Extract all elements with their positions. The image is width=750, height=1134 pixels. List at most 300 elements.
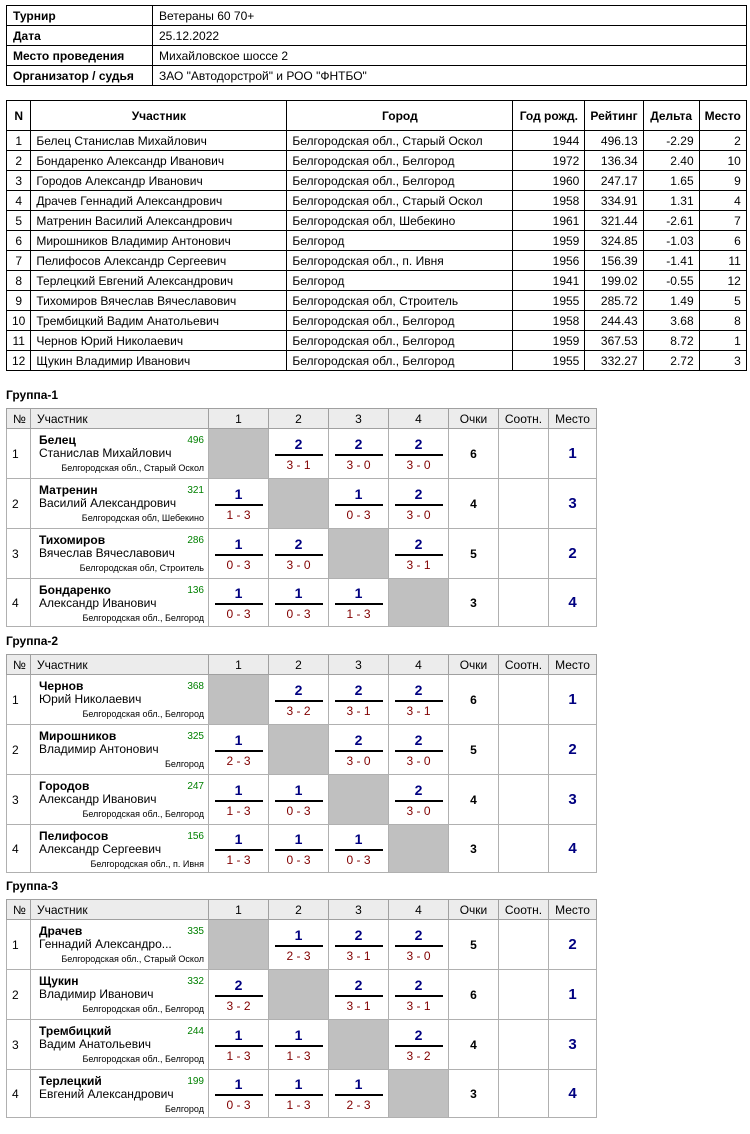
match-result-cell — [269, 429, 329, 479]
participants-cell: Белгородская обл, Строитель — [287, 291, 513, 311]
player-place: 2 — [549, 529, 597, 579]
result-divider — [215, 800, 263, 802]
table-row — [7, 311, 747, 331]
group-header-cell: 3 — [329, 409, 389, 429]
player-points: 5 — [449, 529, 499, 579]
player-first-name: Александр Сергеевич — [39, 842, 162, 856]
match-score: 1 - 3 — [226, 507, 251, 522]
match-result-cell — [389, 429, 449, 479]
match-points: 1 — [354, 485, 363, 502]
player-last-name: Пелифосов — [39, 829, 109, 843]
player-rating: 244 — [187, 1026, 204, 1037]
table-row — [7, 151, 747, 171]
player-first-name: Александр Иванович — [39, 596, 157, 610]
participants-cell: 4 — [699, 191, 746, 211]
info-value: 25.12.2022 — [153, 26, 747, 46]
player-last-name: Драчев — [39, 924, 83, 938]
match-points: 2 — [354, 435, 363, 452]
match-result-cell — [389, 675, 449, 725]
table-row — [7, 1020, 597, 1070]
player-last-name: Терлецкий — [39, 1074, 102, 1088]
player-points: 6 — [449, 675, 499, 725]
match-points: 2 — [414, 976, 423, 993]
player-points: 4 — [449, 775, 499, 825]
match-points: 1 — [234, 1026, 243, 1043]
participants-cell: 1.65 — [643, 171, 699, 191]
participants-cell: 6 — [699, 231, 746, 251]
match-score: 3 - 0 — [346, 753, 371, 768]
self-cell — [269, 970, 329, 1020]
group-header-cell: 1 — [209, 409, 269, 429]
match-result-cell — [389, 529, 449, 579]
player-cell — [31, 1070, 209, 1118]
participants-cell: 1956 — [513, 251, 585, 271]
match-score: 1 - 3 — [346, 606, 371, 621]
result-divider — [275, 603, 323, 605]
group-header-row — [7, 900, 597, 920]
result-divider — [215, 750, 263, 752]
result-divider — [275, 1045, 323, 1047]
match-score: 3 - 2 — [286, 703, 311, 718]
info-value: Михайловское шоссе 2 — [153, 46, 747, 66]
result-divider — [335, 945, 383, 947]
participants-cell: 1959 — [513, 331, 585, 351]
player-place: 3 — [549, 775, 597, 825]
match-result-cell — [389, 725, 449, 775]
player-points: 6 — [449, 429, 499, 479]
group-header-cell: Место — [549, 655, 597, 675]
match-points: 1 — [234, 535, 243, 552]
match-score: 2 - 3 — [346, 1097, 371, 1112]
table-row — [7, 171, 747, 191]
match-result-cell — [269, 1070, 329, 1118]
match-result-cell — [209, 725, 269, 775]
participants-header-row — [7, 101, 747, 131]
player-cell — [31, 429, 209, 479]
player-ratio — [499, 920, 549, 970]
participants-cell: Щукин Владимир Иванович — [31, 351, 287, 371]
player-rating: 496 — [187, 435, 204, 446]
table-row — [7, 1070, 597, 1118]
self-cell — [209, 920, 269, 970]
player-cell — [31, 920, 209, 970]
group-header-row — [7, 409, 597, 429]
match-points: 1 — [354, 830, 363, 847]
participants-cell: Городов Александр Иванович — [31, 171, 287, 191]
player-number: 4 — [7, 825, 31, 873]
group-header-cell: Участник — [31, 409, 209, 429]
info-value: Ветераны 60 70+ — [153, 6, 747, 26]
info-row — [7, 46, 747, 66]
player-place: 4 — [549, 579, 597, 627]
player-rating: 321 — [187, 485, 204, 496]
player-last-name: Городов — [39, 779, 90, 793]
match-score: 3 - 0 — [286, 557, 311, 572]
participants-cell: 2 — [7, 151, 31, 171]
player-city: Белгородская обл., Белгород — [82, 809, 204, 819]
player-points: 4 — [449, 1020, 499, 1070]
player-last-name: Бондаренко — [39, 583, 111, 597]
result-divider — [395, 700, 443, 702]
player-cell — [31, 725, 209, 775]
player-rating: 335 — [187, 926, 204, 937]
match-score: 1 - 3 — [286, 1048, 311, 1063]
match-result-cell — [209, 1070, 269, 1118]
player-city: Белгородская обл, Строитель — [79, 563, 204, 573]
participants-cell: 11 — [699, 251, 746, 271]
participants-cell: 8 — [699, 311, 746, 331]
participants-cell: Драчев Геннадий Александрович — [31, 191, 287, 211]
result-divider — [395, 800, 443, 802]
match-points: 1 — [294, 584, 303, 601]
player-ratio — [499, 775, 549, 825]
match-score: 3 - 1 — [406, 703, 431, 718]
player-city: Белгородская обл., Белгород — [82, 613, 204, 623]
player-place: 3 — [549, 1020, 597, 1070]
match-result-cell — [269, 675, 329, 725]
participants-cell: 5 — [7, 211, 31, 231]
result-divider — [335, 700, 383, 702]
participants-cell: 1.31 — [643, 191, 699, 211]
participants-cell: 321.44 — [585, 211, 643, 231]
table-row — [7, 251, 747, 271]
player-last-name: Трембицкий — [39, 1024, 112, 1038]
participants-cell: Пелифосов Александр Сергеевич — [31, 251, 287, 271]
match-result-cell — [389, 920, 449, 970]
participants-cell: -0.55 — [643, 271, 699, 291]
participants-cell: 3 — [699, 351, 746, 371]
match-score: 0 - 3 — [346, 507, 371, 522]
participants-cell: 199.02 — [585, 271, 643, 291]
match-points: 2 — [354, 681, 363, 698]
group-header-cell: № — [7, 655, 31, 675]
match-result-cell — [209, 970, 269, 1020]
match-score: 3 - 0 — [346, 457, 371, 472]
player-number: 4 — [7, 1070, 31, 1118]
info-key: Дата — [7, 26, 153, 46]
group-header-cell: Очки — [449, 655, 499, 675]
info-key: Турнир — [7, 6, 153, 26]
player-first-name: Владимир Антонович — [39, 742, 159, 756]
result-divider — [215, 849, 263, 851]
participants-cell: 10 — [7, 311, 31, 331]
participants-cell: 334.91 — [585, 191, 643, 211]
player-ratio — [499, 1020, 549, 1070]
match-points: 2 — [294, 681, 303, 698]
match-score: 3 - 0 — [406, 457, 431, 472]
player-points: 3 — [449, 579, 499, 627]
player-ratio — [499, 825, 549, 873]
participants-cell: 1961 — [513, 211, 585, 231]
match-score: 1 - 3 — [226, 1048, 251, 1063]
group-header-cell: 2 — [269, 900, 329, 920]
result-divider — [395, 995, 443, 997]
participants-cell: 1959 — [513, 231, 585, 251]
result-divider — [275, 945, 323, 947]
participants-cell: 9 — [7, 291, 31, 311]
player-first-name: Станислав Михайлович — [39, 446, 172, 460]
player-cell — [31, 970, 209, 1020]
participants-cell: -1.41 — [643, 251, 699, 271]
player-ratio — [499, 429, 549, 479]
match-result-cell — [209, 775, 269, 825]
player-last-name: Тихомиров — [39, 533, 106, 547]
group-title: Группа-3 — [6, 879, 59, 893]
match-points: 2 — [414, 435, 423, 452]
player-number: 3 — [7, 529, 31, 579]
match-score: 0 - 3 — [346, 852, 371, 867]
result-divider — [275, 554, 323, 556]
table-row — [7, 579, 597, 627]
match-score: 0 - 3 — [226, 606, 251, 621]
result-divider — [335, 995, 383, 997]
info-value: ЗАО "Автодорстрой" и РОО "ФНТБО" — [153, 66, 747, 86]
match-points: 2 — [414, 485, 423, 502]
match-score: 3 - 0 — [406, 803, 431, 818]
group-header-cell: Соотн. — [499, 409, 549, 429]
tournament-info-table — [6, 5, 747, 86]
self-cell — [389, 1070, 449, 1118]
result-divider — [335, 504, 383, 506]
self-cell — [269, 725, 329, 775]
self-cell — [329, 1020, 389, 1070]
match-result-cell — [269, 920, 329, 970]
match-result-cell — [209, 579, 269, 627]
player-place: 2 — [549, 725, 597, 775]
player-last-name: Матренин — [39, 483, 98, 497]
result-divider — [395, 554, 443, 556]
result-divider — [395, 750, 443, 752]
player-number: 3 — [7, 1020, 31, 1070]
participants-cell: Белгородская обл., Белгород — [287, 171, 513, 191]
participants-cell: 2 — [699, 131, 746, 151]
participants-cell: 1958 — [513, 191, 585, 211]
group-table — [6, 408, 597, 627]
player-first-name: Евгений Александрович — [39, 1087, 174, 1101]
match-points: 2 — [294, 435, 303, 452]
player-points: 4 — [449, 479, 499, 529]
group-header-cell: 2 — [269, 655, 329, 675]
match-points: 2 — [414, 681, 423, 698]
participants-cell: 3.68 — [643, 311, 699, 331]
result-divider — [275, 1094, 323, 1096]
participants-cell: Мирошников Владимир Антонович — [31, 231, 287, 251]
player-ratio — [499, 479, 549, 529]
player-points: 5 — [449, 725, 499, 775]
group-table — [6, 899, 597, 1118]
participants-cell: 1972 — [513, 151, 585, 171]
self-cell — [209, 429, 269, 479]
participants-cell: 244.43 — [585, 311, 643, 331]
info-key: Место проведения — [7, 46, 153, 66]
match-points: 2 — [234, 976, 243, 993]
match-points: 1 — [354, 584, 363, 601]
match-score: 0 - 3 — [226, 1097, 251, 1112]
participants-cell: Тихомиров Вячеслав Вячеславович — [31, 291, 287, 311]
player-ratio — [499, 675, 549, 725]
match-points: 1 — [234, 830, 243, 847]
participants-cell: 367.53 — [585, 331, 643, 351]
match-result-cell — [389, 1020, 449, 1070]
match-score: 3 - 1 — [346, 948, 371, 963]
match-points: 1 — [234, 1075, 243, 1092]
info-key: Организатор / судья — [7, 66, 153, 86]
result-divider — [335, 1094, 383, 1096]
player-place: 4 — [549, 1070, 597, 1118]
player-number: 2 — [7, 725, 31, 775]
match-points: 1 — [354, 1075, 363, 1092]
participants-header-cell: Город — [287, 101, 513, 131]
player-cell — [31, 775, 209, 825]
match-score: 0 - 3 — [286, 852, 311, 867]
participants-cell: 1955 — [513, 291, 585, 311]
group-header-cell: Участник — [31, 655, 209, 675]
table-row — [7, 331, 747, 351]
match-result-cell — [209, 1020, 269, 1070]
table-row — [7, 775, 597, 825]
match-result-cell — [329, 825, 389, 873]
participants-cell: 324.85 — [585, 231, 643, 251]
participants-cell: 156.39 — [585, 251, 643, 271]
participants-header-cell: Дельта — [643, 101, 699, 131]
player-first-name: Юрий Николаевич — [39, 692, 142, 706]
group-header-cell: 3 — [329, 655, 389, 675]
participants-cell: Трембицкий Вадим Анатольевич — [31, 311, 287, 331]
participants-cell: 8 — [7, 271, 31, 291]
participants-cell: 2.40 — [643, 151, 699, 171]
player-cell — [31, 529, 209, 579]
participants-cell: Белгородская обл, Шебекино — [287, 211, 513, 231]
participants-cell: 12 — [7, 351, 31, 371]
match-points: 2 — [414, 1026, 423, 1043]
table-row — [7, 725, 597, 775]
participants-cell: 8.72 — [643, 331, 699, 351]
match-points: 1 — [294, 781, 303, 798]
group-table — [6, 654, 597, 873]
group-header-cell: Очки — [449, 900, 499, 920]
participants-cell: 1955 — [513, 351, 585, 371]
participants-cell: 1944 — [513, 131, 585, 151]
match-score: 2 - 3 — [226, 753, 251, 768]
match-result-cell — [269, 825, 329, 873]
participants-cell: Белгород — [287, 271, 513, 291]
match-result-cell — [329, 579, 389, 627]
group-header-cell: Соотн. — [499, 900, 549, 920]
player-city: Белгородская обл., Белгород — [82, 1004, 204, 1014]
match-points: 1 — [234, 584, 243, 601]
result-divider — [335, 750, 383, 752]
table-row — [7, 529, 597, 579]
match-result-cell — [329, 675, 389, 725]
result-divider — [395, 454, 443, 456]
table-row — [7, 231, 747, 251]
match-result-cell — [209, 825, 269, 873]
participants-cell: 1960 — [513, 171, 585, 191]
participants-header-cell: Год рожд. — [513, 101, 585, 131]
player-first-name: Василий Александрович — [39, 496, 177, 510]
table-row — [7, 351, 747, 371]
participants-cell: Белгородская обл., Старый Оскол — [287, 191, 513, 211]
match-score: 3 - 0 — [406, 507, 431, 522]
table-row — [7, 825, 597, 873]
table-row — [7, 675, 597, 725]
player-ratio — [499, 725, 549, 775]
table-row — [7, 970, 597, 1020]
match-score: 1 - 3 — [226, 803, 251, 818]
participants-cell: Белгород — [287, 231, 513, 251]
participants-cell: Белгородская обл., Старый Оскол — [287, 131, 513, 151]
participants-cell: Терлецкий Евгений Александрович — [31, 271, 287, 291]
player-city: Белгородская обл., п. Ивня — [90, 859, 204, 869]
match-points: 2 — [294, 535, 303, 552]
player-rating: 286 — [187, 535, 204, 546]
player-rating: 136 — [187, 585, 204, 596]
participants-table — [6, 100, 747, 371]
match-points: 1 — [234, 731, 243, 748]
match-points: 2 — [354, 731, 363, 748]
match-points: 1 — [294, 830, 303, 847]
participants-cell: Белгородская обл., Белгород — [287, 351, 513, 371]
participants-cell: Белгородская обл., Белгород — [287, 311, 513, 331]
table-row — [7, 211, 747, 231]
group-header-cell: Очки — [449, 409, 499, 429]
player-last-name: Щукин — [39, 974, 79, 988]
self-cell — [209, 675, 269, 725]
match-result-cell — [329, 1070, 389, 1118]
self-cell — [389, 825, 449, 873]
match-score: 1 - 3 — [226, 852, 251, 867]
table-row — [7, 429, 597, 479]
participants-cell: 285.72 — [585, 291, 643, 311]
match-score: 3 - 1 — [406, 557, 431, 572]
participants-cell: Белгородская обл., Белгород — [287, 331, 513, 351]
match-points: 2 — [354, 976, 363, 993]
group-header-cell: 4 — [389, 900, 449, 920]
player-city: Белгородская обл., Белгород — [82, 1054, 204, 1064]
match-result-cell — [209, 529, 269, 579]
player-cell — [31, 479, 209, 529]
match-score: 3 - 1 — [346, 703, 371, 718]
player-city: Белгородская обл, Шебекино — [81, 513, 204, 523]
match-points: 2 — [414, 535, 423, 552]
match-result-cell — [389, 479, 449, 529]
group-header-cell: Соотн. — [499, 655, 549, 675]
match-result-cell — [269, 1020, 329, 1070]
result-divider — [275, 849, 323, 851]
group-title: Группа-1 — [6, 388, 59, 402]
self-cell — [329, 529, 389, 579]
player-number: 3 — [7, 775, 31, 825]
player-points: 3 — [449, 1070, 499, 1118]
player-place: 2 — [549, 920, 597, 970]
result-divider — [215, 554, 263, 556]
participants-cell: 10 — [699, 151, 746, 171]
match-points: 1 — [234, 485, 243, 502]
participants-cell: 4 — [7, 191, 31, 211]
group-header-cell: 4 — [389, 655, 449, 675]
player-city: Белгородская обл., Белгород — [82, 709, 204, 719]
player-rating: 332 — [187, 976, 204, 987]
result-divider — [275, 700, 323, 702]
player-place: 1 — [549, 675, 597, 725]
participants-cell: Матренин Василий Александрович — [31, 211, 287, 231]
participants-cell: 496.13 — [585, 131, 643, 151]
participants-cell: 5 — [699, 291, 746, 311]
match-score: 3 - 0 — [406, 948, 431, 963]
participants-cell: 1 — [7, 131, 31, 151]
participants-cell: 11 — [7, 331, 31, 351]
match-result-cell — [269, 529, 329, 579]
